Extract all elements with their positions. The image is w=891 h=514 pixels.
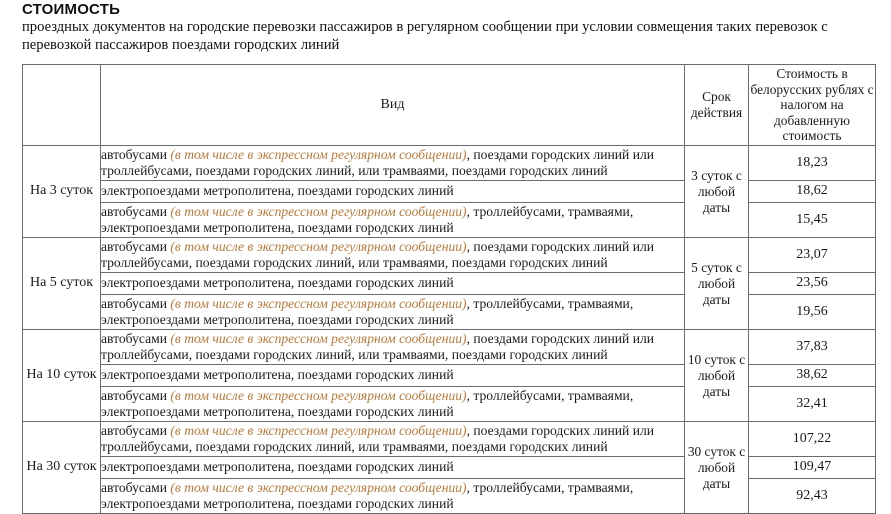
document-heading <box>22 1 872 54</box>
column-header-validity: Срок действия <box>685 65 749 146</box>
table-row <box>23 181 876 203</box>
price-cell: 38,62 <box>749 365 876 387</box>
validity-cell: 10 суток с любой даты <box>685 330 749 422</box>
table-row <box>23 238 876 273</box>
price-cell: 92,43 <box>749 479 876 514</box>
kind-cell <box>101 479 685 514</box>
kind-cell <box>101 295 685 330</box>
kind-text-tail: , поездами городских линий или троллейбусами, поездами городских линий, или трамваями, поездами городских линий <box>101 146 655 178</box>
term-cell: На 30 суток <box>23 422 101 514</box>
table-row <box>23 387 876 422</box>
kind-text-lead: автобусами <box>101 295 171 311</box>
table-body <box>23 146 876 514</box>
kind-text-tail: , троллейбусами, трамваями, электропоездами метрополитена, поездами городских линий <box>101 295 634 327</box>
term-cell: На 10 суток <box>23 330 101 422</box>
table-row <box>23 146 876 181</box>
column-header-term <box>23 65 101 146</box>
kind-cell <box>101 387 685 422</box>
kind-text-lead: автобусами <box>101 330 171 346</box>
price-cell: 15,45 <box>749 203 876 238</box>
kind-cell: электропоездами метрополитена, поездами городских линий <box>101 457 685 479</box>
table-row <box>23 422 876 457</box>
table-row <box>23 330 876 365</box>
term-cell: На 3 суток <box>23 146 101 238</box>
kind-cell <box>101 422 685 457</box>
table-header-row <box>23 65 876 146</box>
kind-text-tail: , поездами городских линий или троллейбусами, поездами городских линий, или трамваями, поездами городских линий <box>101 422 655 454</box>
table-row <box>23 479 876 514</box>
kind-text-lead: автобусами <box>101 146 171 162</box>
kind-cell <box>101 146 685 181</box>
page-subtitle: проездных документов на городские перевозки пассажиров в регулярном сообщении при условии совмещения таких перевозок с перевозкой пассажиров поездами городских линий <box>22 19 828 53</box>
kind-text-tail: , поездами городских линий или троллейбусами, поездами городских линий, или трамваями, поездами городских линий <box>101 238 655 270</box>
kind-cell: электропоездами метрополитена, поездами городских линий <box>101 273 685 295</box>
express-note: (в том числе в экспрессном регулярном сообщении) <box>170 422 467 438</box>
price-cell: 18,62 <box>749 181 876 203</box>
kind-text-lead: автобусами <box>101 203 171 219</box>
price-table-container <box>22 64 875 514</box>
kind-text-tail: , троллейбусами, трамваями, электропоездами метрополитена, поездами городских линий <box>101 203 634 235</box>
kind-cell: электропоездами метрополитена, поездами городских линий <box>101 365 685 387</box>
table-row <box>23 365 876 387</box>
term-cell: На 5 суток <box>23 238 101 330</box>
price-cell: 23,56 <box>749 273 876 295</box>
kind-cell <box>101 203 685 238</box>
price-table <box>22 64 876 514</box>
page-title: СТОИМОСТЬ <box>22 1 121 18</box>
kind-cell <box>101 330 685 365</box>
table-header <box>23 65 876 146</box>
express-note: (в том числе в экспрессном регулярном сообщении) <box>170 238 467 254</box>
express-note: (в том числе в экспрессном регулярном сообщении) <box>170 330 467 346</box>
kind-text-lead: автобусами <box>101 387 171 403</box>
kind-text-lead: автобусами <box>101 422 171 438</box>
kind-text-lead: автобусами <box>101 238 171 254</box>
kind-text-tail: , поездами городских линий или троллейбусами, поездами городских линий, или трамваями, поездами городских линий <box>101 330 655 362</box>
express-note: (в том числе в экспрессном регулярном сообщении) <box>170 203 467 219</box>
price-cell: 32,41 <box>749 387 876 422</box>
table-row <box>23 295 876 330</box>
table-row <box>23 273 876 295</box>
express-note: (в том числе в экспрессном регулярном сообщении) <box>170 295 467 311</box>
price-cell: 37,83 <box>749 330 876 365</box>
table-row <box>23 457 876 479</box>
price-cell: 18,23 <box>749 146 876 181</box>
column-header-kind: Вид <box>101 65 685 146</box>
table-row <box>23 203 876 238</box>
column-header-price: Стоимость в белорусских рублях с налогом на добавленную стоимость <box>749 65 876 146</box>
price-cell: 109,47 <box>749 457 876 479</box>
validity-cell: 3 суток с любой даты <box>685 146 749 238</box>
kind-text-tail: , троллейбусами, трамваями, электропоездами метрополитена, поездами городских линий <box>101 479 634 511</box>
kind-text-lead: автобусами <box>101 479 171 495</box>
express-note: (в том числе в экспрессном регулярном сообщении) <box>170 479 467 495</box>
price-cell: 19,56 <box>749 295 876 330</box>
kind-cell: электропоездами метрополитена, поездами городских линий <box>101 181 685 203</box>
kind-text-tail: , троллейбусами, трамваями, электропоездами метрополитена, поездами городских линий <box>101 387 634 419</box>
kind-cell <box>101 238 685 273</box>
price-cell: 23,07 <box>749 238 876 273</box>
express-note: (в том числе в экспрессном регулярном сообщении) <box>170 146 467 162</box>
express-note: (в том числе в экспрессном регулярном сообщении) <box>170 387 467 403</box>
validity-cell: 30 суток с любой даты <box>685 422 749 514</box>
price-cell: 107,22 <box>749 422 876 457</box>
validity-cell: 5 суток с любой даты <box>685 238 749 330</box>
